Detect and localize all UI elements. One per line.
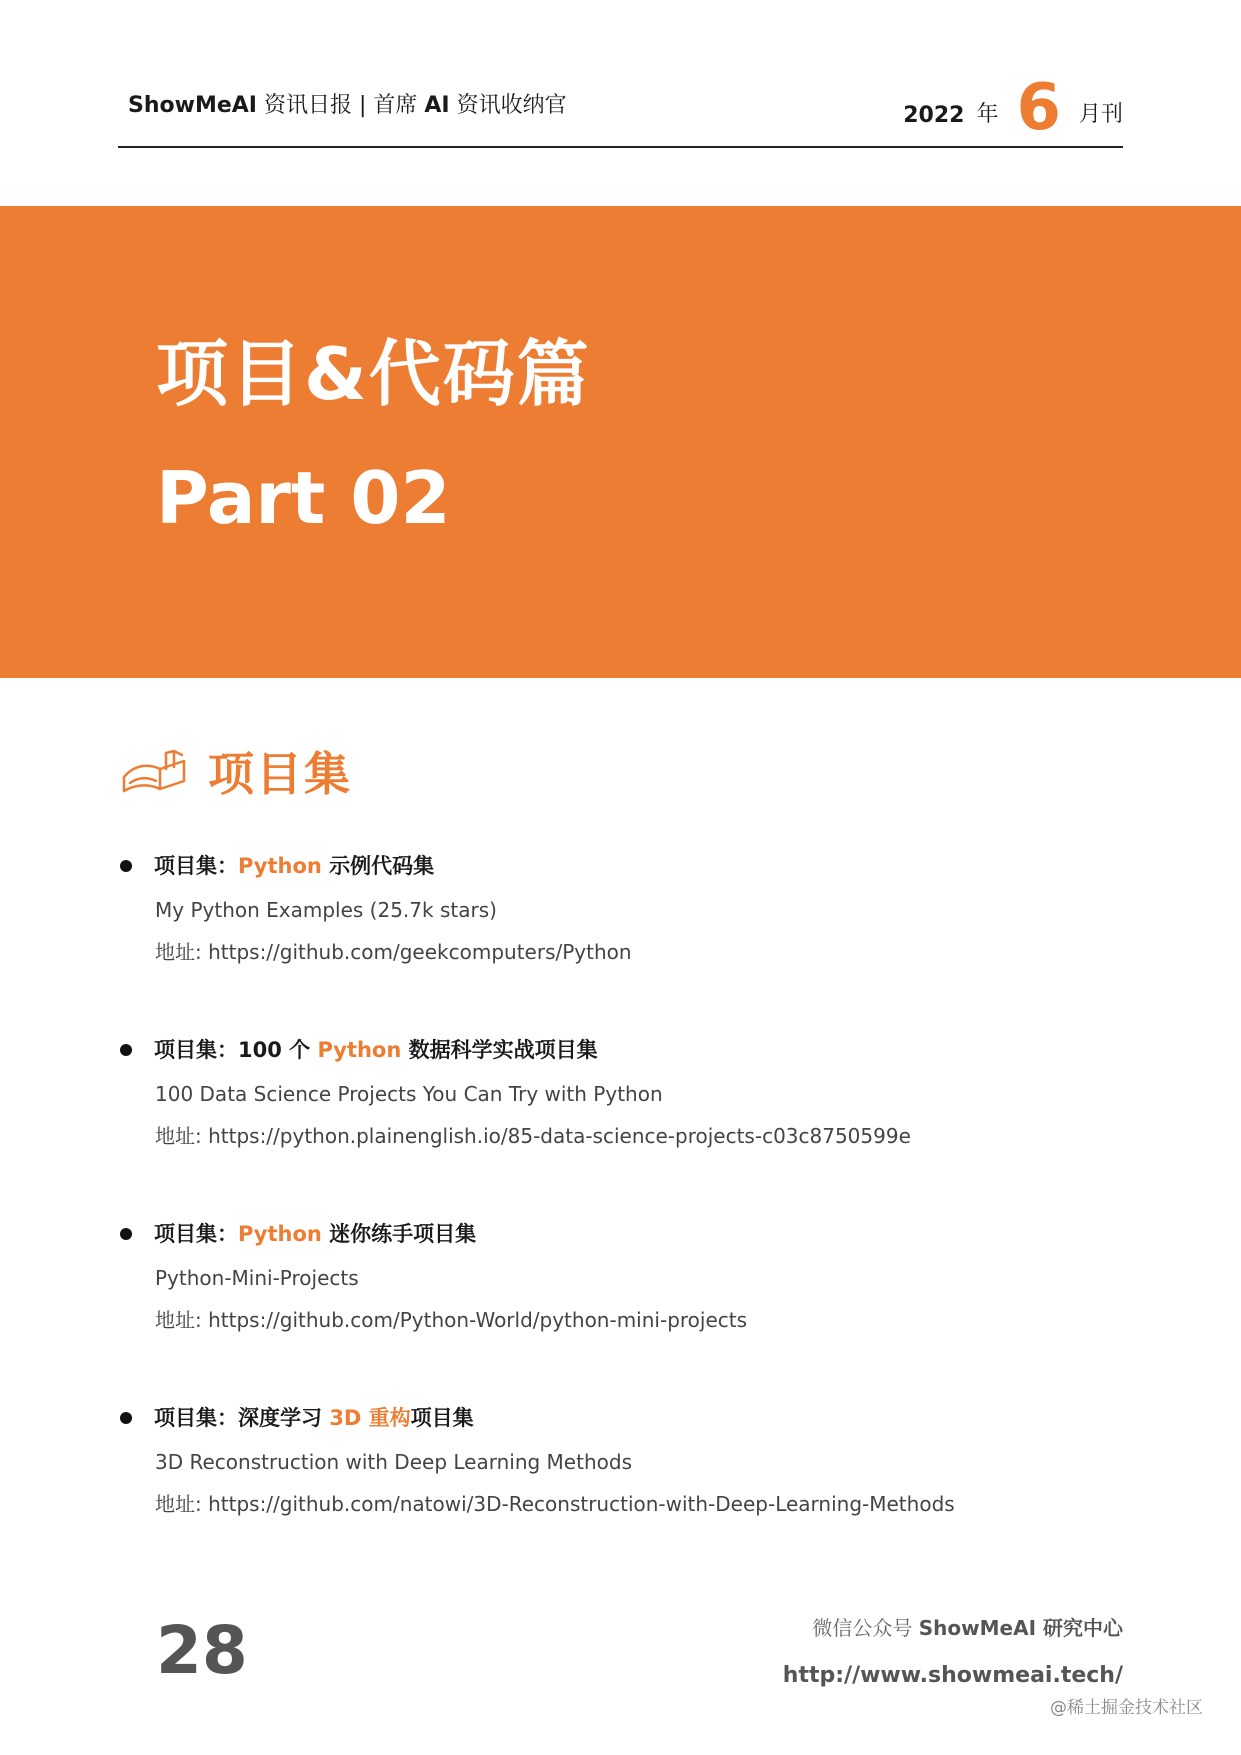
item-description: 3D Reconstruction with Deep Learning Methods [155, 1450, 632, 1474]
item-url[interactable]: 地址: https://github.com/Python-World/python-mini-projects [155, 1308, 748, 1332]
issue-month: 6 [1016, 71, 1061, 145]
header-text-2: 资讯收纳官 [449, 93, 567, 118]
header-text: 资讯日报 | 首席 [256, 93, 425, 118]
item-url[interactable]: 地址: https://github.com/natowi/3D-Reconstruction-with-Deep-Learning-Methods [155, 1492, 955, 1516]
item-title: 项目集：深度学习 3D 重构项目集 [120, 1402, 1120, 1434]
list-item [120, 1402, 1120, 1517]
item-highlight: Python [317, 1038, 402, 1062]
issue-type: 月刊 [1078, 102, 1123, 127]
item-description: Python-Mini-Projects [155, 1266, 359, 1290]
section-heading [120, 738, 352, 804]
header-ai: AI [424, 93, 450, 118]
wechat-name: ShowMeAI 研究中心 [918, 1616, 1123, 1640]
item-url[interactable]: 地址: https://python.plainenglish.io/85-data-science-projects-c03c8750599e [155, 1124, 911, 1148]
banner-part: Part 02 [156, 456, 451, 540]
section-title: 项目集 [208, 747, 352, 801]
book-bookmark-icon [120, 747, 188, 795]
bullet-icon [120, 860, 132, 872]
header-brand-line [128, 88, 567, 119]
list-item [120, 850, 1120, 965]
item-highlight: 3D 重构 [329, 1406, 411, 1430]
list-item [120, 1034, 1120, 1149]
item-title: 项目集：Python 示例代码集 [120, 850, 1120, 882]
page-number: 28 [156, 1612, 248, 1689]
issue-date [903, 71, 1123, 145]
page-header [118, 71, 1123, 145]
item-title: 项目集：Python 迷你练手项目集 [120, 1218, 1120, 1250]
list-item [120, 1218, 1120, 1333]
website-link[interactable]: http://www.showmeai.tech/ [782, 1663, 1123, 1688]
item-description: My Python Examples (25.7k stars) [155, 898, 497, 922]
bullet-icon [120, 1228, 132, 1240]
item-highlight: Python [238, 854, 322, 878]
brand-name: ShowMeAI [128, 93, 257, 118]
wechat-account: 微信公众号 ShowMeAI 研究中心 [812, 1616, 1123, 1640]
watermark: @稀土掘金技术社区 [1050, 1698, 1203, 1718]
item-title: 项目集：100 个 Python 数据科学实战项目集 [120, 1034, 1120, 1066]
item-url[interactable]: 地址: https://github.com/geekcomputers/Python [155, 940, 632, 964]
section-banner [0, 206, 1241, 678]
bullet-icon [120, 1044, 132, 1056]
issue-year: 2022 [903, 103, 965, 128]
page-footer [783, 1612, 1123, 1688]
issue-year-unit: 年 [976, 102, 999, 127]
item-description: 100 Data Science Projects You Can Try with Python [155, 1082, 663, 1106]
banner-title: 项目&代码篇 [156, 332, 591, 416]
item-highlight: Python [238, 1222, 322, 1246]
bullet-icon [120, 1412, 132, 1424]
header-divider [118, 146, 1123, 148]
